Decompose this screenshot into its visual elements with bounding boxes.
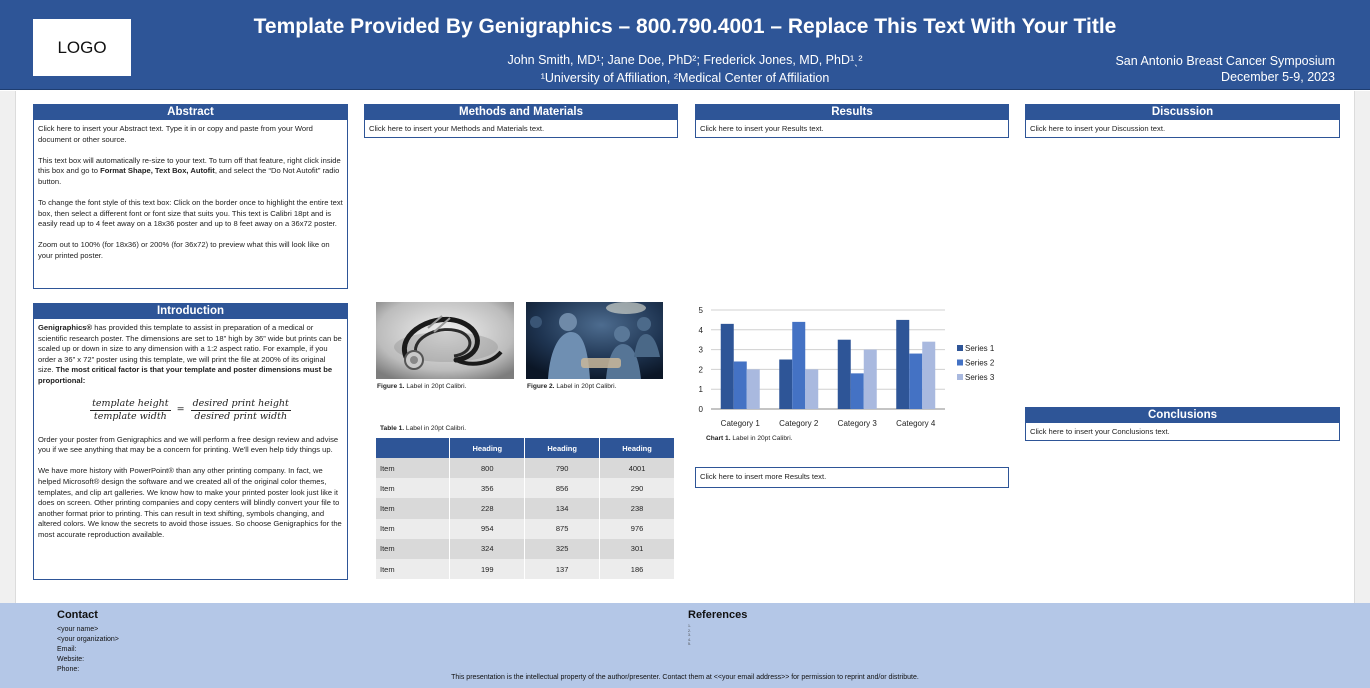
- references-heading: References: [688, 609, 748, 621]
- chart-bar: [864, 350, 877, 409]
- table-cell: Item: [376, 559, 450, 579]
- critical-factor: The most critical factor is that your template and poster dimensions must be proportional:: [38, 365, 333, 385]
- right-margin-strip: [1355, 91, 1370, 603]
- methods-panel[interactable]: [364, 104, 678, 138]
- table-row: [376, 478, 675, 498]
- abstract-paragraph: Zoom out to 100% (for 18x36) or 200% (for 36x72) to preview what this will look like on your printed poster.: [38, 240, 330, 260]
- table-cell: 186: [600, 559, 675, 579]
- introduction-heading: Introduction: [34, 304, 347, 319]
- proportion-formula: [38, 399, 343, 423]
- table-cell: 228: [450, 498, 525, 518]
- surgery-photo[interactable]: [526, 302, 663, 379]
- table-row: [376, 498, 675, 518]
- equals-sign: =: [176, 404, 185, 416]
- logo-text: LOGO: [57, 37, 107, 57]
- surgery-image: [526, 302, 663, 379]
- legend-label: Series 1: [965, 344, 995, 353]
- contact-website: Website:: [57, 656, 85, 663]
- left-margin-strip: [0, 91, 15, 603]
- chart-bar: [922, 342, 935, 409]
- table-cell: Item: [376, 458, 450, 478]
- abstract-body[interactable]: [34, 120, 347, 264]
- affiliation-list[interactable]: ¹University of Affiliation, ²Medical Center of Affiliation: [540, 71, 830, 85]
- table-cell: 976: [600, 519, 675, 539]
- y-tick-label: 2: [698, 365, 703, 375]
- y-tick-label: 5: [698, 306, 703, 315]
- introduction-paragraph: Order your poster from Genigraphics and we will perform a free design review and advise you if we see anything that may be a concern for printing. We'll even help tidy things up.: [38, 434, 339, 455]
- conference-dates: December 5-9, 2023: [1221, 70, 1335, 84]
- conference-info[interactable]: [1115, 53, 1335, 85]
- logo-placeholder[interactable]: [33, 19, 131, 76]
- chart-bar: [779, 360, 792, 410]
- table-cell: 199: [450, 559, 525, 579]
- results-heading: Results: [696, 105, 1008, 120]
- table-row: [376, 539, 675, 559]
- reference-item: 2.: [688, 628, 691, 633]
- table-cell: 800: [450, 458, 525, 478]
- conference-name: San Antonio Breast Cancer Symposium: [1115, 54, 1335, 68]
- x-tick-label: Category 4: [896, 419, 936, 428]
- table-cell: 134: [525, 498, 600, 518]
- table-cell: Item: [376, 519, 450, 539]
- introduction-panel[interactable]: [33, 303, 348, 580]
- introduction-paragraph: We have more history with PowerPoint® than any other printing company. In fact, we helped Microsoft® design the software and we created all of the original color themes, templates, and clip art galleries. We know how to make your printed poster look just like it does on screen. Other printing companies and copy centers will blindly convert your file to another format prior to printing. This can result in text shifting, symbols changing, and altered colors. We know the secrets to avoid those issues. So choose Genigraphics for the most accurate reproduction available.: [38, 466, 342, 539]
- stethoscope-image: [376, 302, 514, 379]
- table-row: [376, 519, 675, 539]
- chart-bar: [896, 320, 909, 409]
- chart-bar: [838, 340, 851, 409]
- chart-bar: [747, 369, 760, 409]
- results-panel[interactable]: [695, 104, 1009, 138]
- table-cell: 954: [450, 519, 525, 539]
- discussion-panel[interactable]: [1025, 104, 1340, 138]
- abstract-panel[interactable]: [33, 104, 348, 289]
- template-fraction: $\frac{\text{template height}}{\text{template width}}$: [92, 397, 169, 423]
- table-cell: 325: [525, 539, 600, 559]
- discussion-body[interactable]: Click here to insert your Discussion text.: [1030, 124, 1166, 133]
- x-tick-label: Category 1: [720, 419, 760, 428]
- author-list[interactable]: John Smith, MD¹; Jane Doe, PhD²; Frederick Jones, MD, PhD¹ˎ²: [507, 53, 863, 67]
- contact-email: Email:: [57, 646, 77, 653]
- references-list[interactable]: [688, 624, 691, 647]
- abstract-paragraph: Click here to insert your Abstract text. Type it in or copy and paste from your Word document or other source.: [38, 124, 313, 144]
- chart1-caption: Chart 1. Label in 20pt Calibri.: [706, 435, 793, 442]
- table-cell: 790: [525, 458, 600, 478]
- poster-header: [0, 0, 1370, 90]
- table-header-cell: Heading: [600, 438, 675, 458]
- more-results-body[interactable]: Click here to insert more Results text.: [700, 472, 827, 481]
- table-cell: 301: [600, 539, 675, 559]
- contact-details[interactable]: [57, 625, 119, 675]
- table-cell: Item: [376, 539, 450, 559]
- abstract-heading: Abstract: [34, 105, 347, 120]
- table-header-cell: [376, 438, 450, 458]
- y-tick-label: 1: [698, 385, 703, 395]
- reference-item: 4.: [688, 637, 691, 642]
- table-cell: 856: [525, 478, 600, 498]
- legend-swatch: [957, 360, 963, 366]
- bar-chart[interactable]: [695, 302, 1010, 437]
- y-tick-label: 3: [698, 345, 703, 355]
- chart-bar: [805, 369, 818, 409]
- table-cell: 4001: [600, 458, 675, 478]
- more-results-panel[interactable]: [695, 467, 1009, 488]
- table-cell: 238: [600, 498, 675, 518]
- stethoscope-photo[interactable]: [376, 302, 514, 379]
- methods-body[interactable]: Click here to insert your Methods and Materials text.: [369, 124, 545, 133]
- table-cell: 356: [450, 478, 525, 498]
- print-fraction: $\frac{\text{desired print height}}{\text{desired print width}}$: [192, 397, 289, 423]
- reference-item: 5.: [688, 642, 691, 646]
- figure2-caption: Figure 2. Label in 20pt Calibri.: [527, 383, 617, 390]
- poster-title[interactable]: Template Provided By Genigraphics – 800.790.4001 – Replace This Text With Your Title: [253, 15, 1117, 38]
- table-row: [376, 559, 675, 579]
- chart-bar: [792, 322, 805, 409]
- legend-label: Series 3: [965, 373, 995, 382]
- methods-heading: Methods and Materials: [365, 105, 677, 120]
- abstract-paragraph: This text box will automatically re-size to your text. To turn off that feature, right click inside this box and go to Format Shape, Text Box, Autofit, and select the “Do Not Autofit” radio button.: [38, 155, 341, 186]
- legend-label: Series 2: [965, 358, 995, 368]
- table1-caption: Table 1. Label in 20pt Calibri.: [380, 425, 467, 432]
- discussion-heading: Discussion: [1026, 105, 1339, 120]
- legend-swatch: [957, 345, 963, 351]
- x-tick-label: Category 2: [779, 419, 819, 428]
- legend-swatch: [957, 374, 963, 380]
- reference-item: 1.: [688, 624, 691, 628]
- brand-name: Genigraphics®: [38, 323, 93, 332]
- results-body[interactable]: Click here to insert your Results text.: [700, 124, 824, 133]
- conclusions-panel[interactable]: [1025, 407, 1340, 441]
- table-cell: 290: [600, 478, 675, 498]
- chart-bar: [851, 373, 864, 409]
- contact-phone: Phone:: [57, 666, 80, 673]
- introduction-body[interactable]: [34, 319, 347, 544]
- abstract-paragraph: To change the font style of this text box: Click on the border once to highlight the entire text box, then select a different font or font size that suits you. This text is Calibri 18pt and is easily read up to 4 feet away on a 18x36 poster and up to 8 feet away on a 36x72 poster.: [38, 197, 343, 229]
- table-cell: 875: [525, 519, 600, 539]
- table-cell: Item: [376, 478, 450, 498]
- autofit-path: Format Shape, Text Box, Autofit: [100, 166, 215, 176]
- conclusions-heading: Conclusions: [1026, 408, 1339, 423]
- table-header-cell: Heading: [525, 438, 600, 458]
- table-header-cell: Heading: [450, 438, 525, 458]
- y-tick-label: 0: [698, 405, 703, 414]
- chart-bar: [734, 361, 747, 409]
- y-tick-label: 4: [698, 325, 703, 335]
- reference-item: 3.: [688, 633, 691, 637]
- contact-organization: <your organization>: [57, 636, 119, 643]
- table-cell: 137: [525, 559, 600, 579]
- x-tick-label: Category 3: [837, 419, 877, 428]
- table-cell: Item: [376, 498, 450, 518]
- table-header-row: [376, 438, 675, 458]
- conclusions-body[interactable]: Click here to insert your Conclusions text.: [1030, 427, 1170, 436]
- ip-notice: This presentation is the intellectual property of the author/presenter. Contact them at <<your email address>> for permission to reprint and/or distribute.: [451, 674, 919, 681]
- contact-name: <your name>: [57, 626, 99, 633]
- contact-heading: Contact: [57, 609, 98, 621]
- data-table: [376, 438, 675, 579]
- poster-footer: [0, 603, 1370, 688]
- chart-bar: [909, 354, 922, 409]
- table-row: [376, 458, 675, 478]
- introduction-paragraph: Genigraphics® has provided this template to assist in preparation of a medical or scientific research poster. The dimensions are set to 18” high by 36” wide but prints can be scaled up or down in size to any dimension with a 1:2 aspect ratio. For example, if you order a 36” x 72” poster using this template, we will print the file at 200% of its original size. The most critical factor is that your template and poster dimensions must be proportional:: [38, 323, 342, 385]
- table-cell: 324: [450, 539, 525, 559]
- figure1-caption: Figure 1. Label in 20pt Calibri.: [377, 383, 467, 390]
- chart-bar: [721, 324, 734, 409]
